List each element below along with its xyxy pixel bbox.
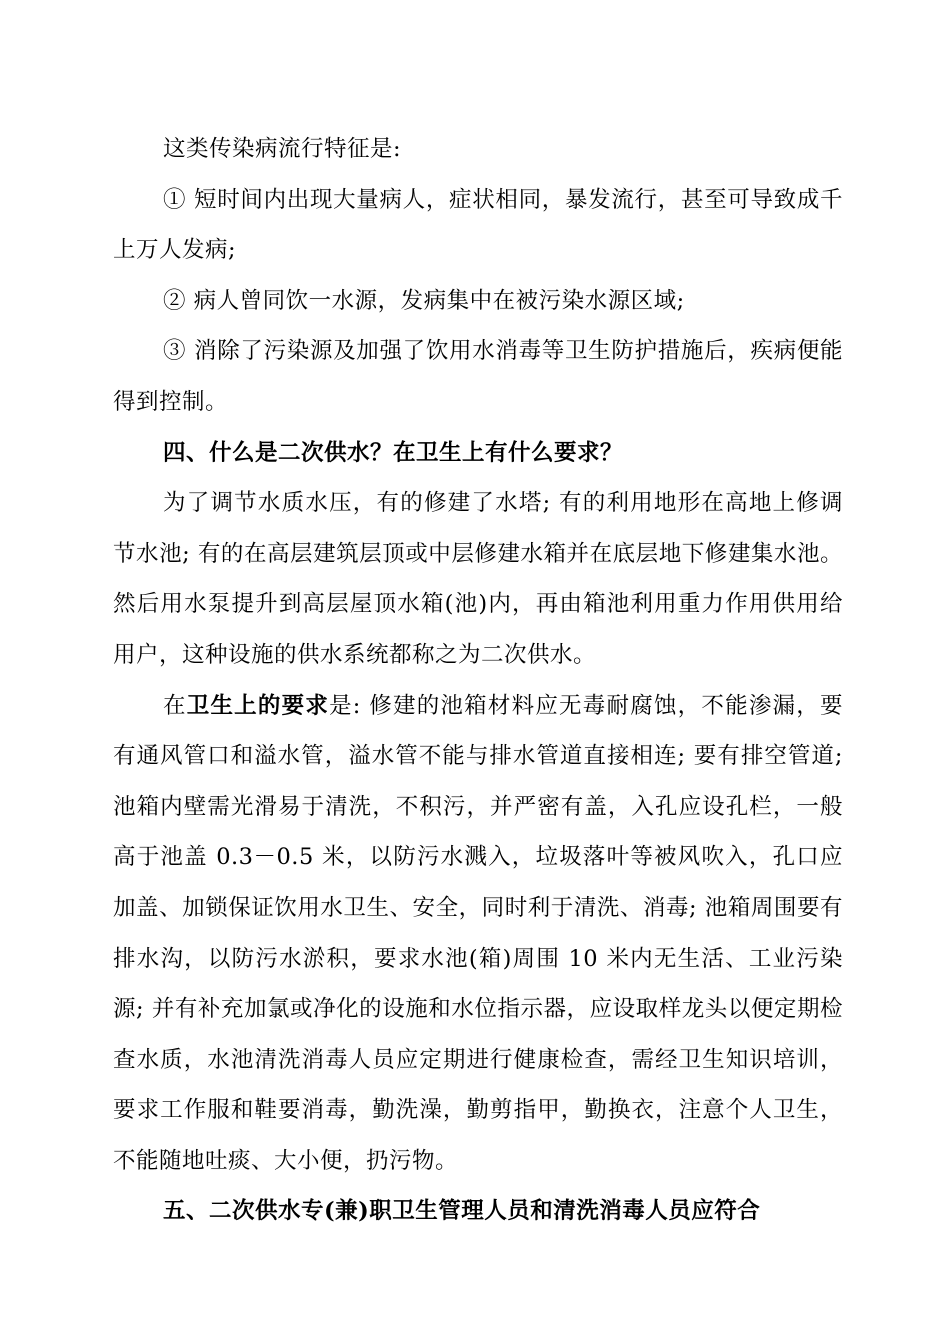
document-body: [113, 124, 843, 1237]
paragraph-point-2: ② 病人曾同饮一水源，发病集中在被污染水源区域;: [163, 287, 685, 314]
paragraph-point-1: ① 短时间内出现大量病人，症状相同，暴发流行，甚至可导致成千上万人发病;: [113, 186, 843, 264]
section-heading-5: 五、二次供水专(兼)职卫生管理人员和清洗消毒人员应符合: [163, 1198, 761, 1225]
paragraph-bold-term: 卫生上的要求: [186, 692, 330, 719]
paragraph-prefix: 在: [163, 692, 187, 719]
paragraph-suffix: 是: 修建的池箱材料应无毒耐腐蚀，不能渗漏，要有通风管口和溢水管，溢水管不能与排水管道直接相连; 要有排空管道; 池箱内壁需光滑易于清洗，不积污，并严密有盖，入孔应设孔栏，一般高于池盖 0.3－0.5 米，以防污水溅入，垃圾落叶等被风吹入，孔口应加盖、加锁保证饮用水卫生、安全，同时利于清洗、消毒; 池箱周围要有排水沟，以防污水淤积，要求水池(箱)周围 10 米内无生活、工业污染源; 并有补充加氯或净化的设施和水位指示器，应设取样龙头以便定期检查水质，水池清洗消毒人员应定期进行健康检查，需经卫生知识培训，要求工作服和鞋要消毒，勤洗澡，勤剪指甲，勤换衣，注意个人卫生，不能随地吐痰、大小便，扔污物。: [113, 692, 843, 1174]
paragraph-point-3: ③ 消除了污染源及加强了饮用水消毒等卫生防护措施后，疾病便能得到控制。: [113, 338, 843, 415]
paragraph-intro: 这类传染病流行特征是:: [163, 136, 402, 162]
section-heading-4: 四、什么是二次供水？在卫生上有什么要求？: [163, 439, 624, 466]
paragraph-hygiene-requirements: [113, 681, 843, 1187]
paragraph-secondary-supply-definition: 为了调节水质水压，有的修建了水塔; 有的利用地形在高地上修调节水池; 有的在高层建筑层顶或中层修建水箱并在底层地下修建集水池。然后用水泵提升到高层屋顶水箱(池)内，再由箱池利用重力作用供用给用户，这种设施的供水系统都称之为二次供水。: [113, 490, 843, 668]
